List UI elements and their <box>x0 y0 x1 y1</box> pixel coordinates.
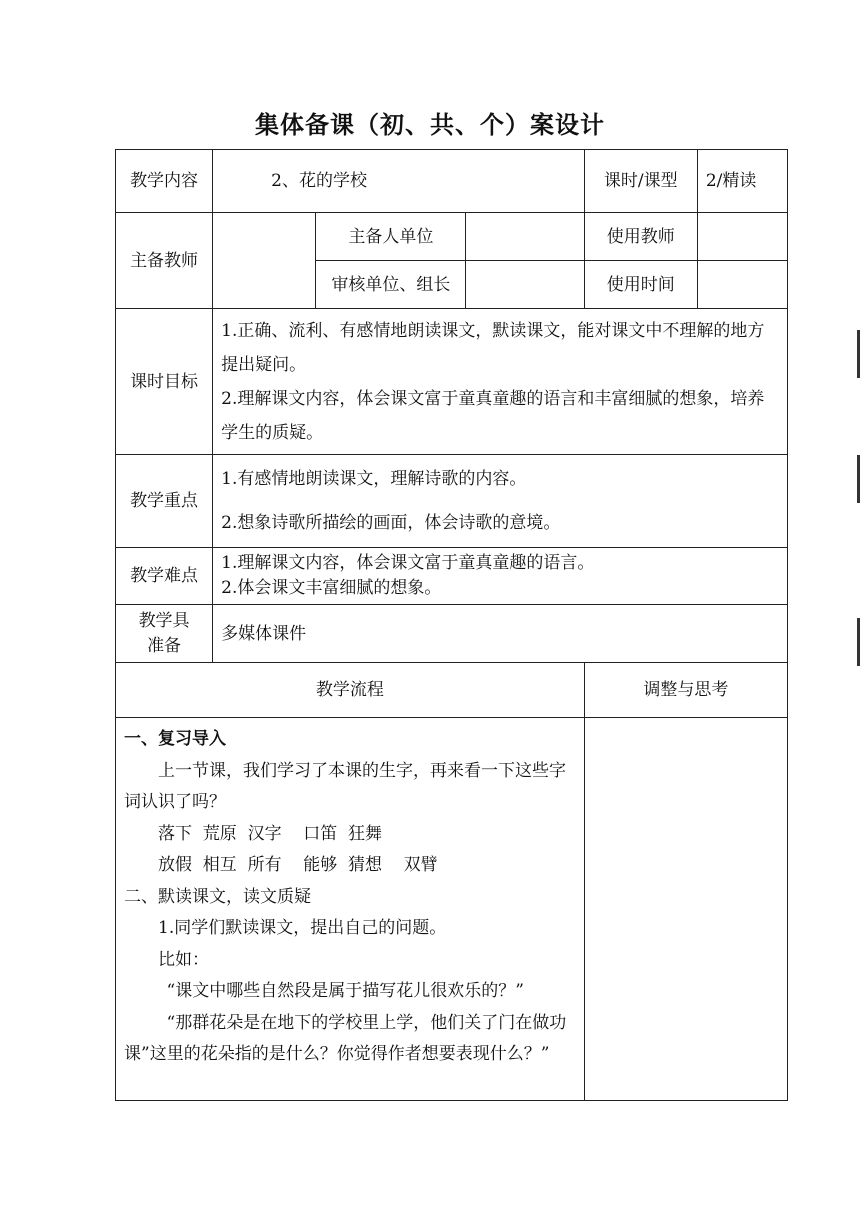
lesson-plan-table <box>115 149 788 1101</box>
difficulty-item: 1.理解课文内容，体会课文富于童真童趣的语言。 <box>221 553 595 573</box>
flow-content <box>116 718 585 1101</box>
tools-label-line2: 准备 <box>147 635 182 656</box>
difficulty-item: 2.体会课文丰富细腻的想象。 <box>221 578 442 598</box>
words-line1: 落下 荒原 汉字 口笛 狂舞 <box>158 823 383 844</box>
main-unit-label: 主备人单位 <box>316 213 466 261</box>
question-1: “课文中哪些自然段是属于描写花儿很欢乐的？” <box>166 981 524 1001</box>
main-teacher-value <box>213 213 316 309</box>
words-line2: 放假 相互 所有 能够 猜想 双臂 <box>158 855 438 875</box>
use-teacher-value <box>697 213 787 261</box>
row-difficulties <box>116 548 788 605</box>
step1-text: 1.同学们默读课文，提出自己的问题。 <box>158 918 447 938</box>
difficulties-content <box>213 548 788 605</box>
tools-label <box>116 605 213 663</box>
row-content <box>116 150 788 213</box>
tools-value: 多媒体课件 <box>213 605 788 663</box>
goal-item: 1.正确、流利、有感情地朗读课文，默读课文，能对课文中不理解的地方提出疑问。 <box>221 320 765 375</box>
main-teacher-label: 主备教师 <box>116 213 213 309</box>
tools-label-line1: 教学具 <box>138 610 190 631</box>
page-title: 集体备课（初、共、个）案设计 <box>255 110 605 139</box>
difficulties-label: 教学难点 <box>116 548 213 605</box>
period-label: 课时/课型 <box>584 150 697 213</box>
main-unit-value <box>466 213 584 261</box>
use-time-value <box>697 261 787 309</box>
review-label: 审核单位、组长 <box>316 261 466 309</box>
goals-content <box>213 309 788 455</box>
use-time-label: 使用时间 <box>584 261 697 309</box>
use-teacher-label: 使用教师 <box>584 213 697 261</box>
content-value: 2、花的学校 <box>213 150 585 213</box>
key-point-item: 1.有感情地朗读课文，理解诗歌的内容。 <box>221 469 527 489</box>
section1-text: 上一节课，我们学习了本课的生字，再来看一下这些字词认识了吗？ <box>124 760 566 812</box>
row-goals <box>116 309 788 455</box>
content-label: 教学内容 <box>116 150 213 213</box>
row-tools <box>116 605 788 663</box>
question-2: “那群花朵是在地下的学校里上学，他们关了门在做功课”这里的花朵指的是什么？你觉得作者想要表现什么？” <box>124 1012 567 1064</box>
key-points-label: 教学重点 <box>116 455 213 548</box>
key-points-content <box>213 455 788 548</box>
row-flow-body <box>116 718 788 1101</box>
period-value: 2/精读 <box>697 150 787 213</box>
flow-notes <box>584 718 787 1101</box>
goals-label: 课时目标 <box>116 309 213 455</box>
row-key-points <box>116 455 788 548</box>
flow-header-right: 调整与思考 <box>584 663 787 718</box>
flow-header-left: 教学流程 <box>116 663 585 718</box>
row-flow-header <box>116 663 788 718</box>
goal-item: 2.理解课文内容，体会课文富于童真童趣的语言和丰富细腻的想象，培养学生的质疑。 <box>221 388 765 443</box>
section1-title: 一、复习导入 <box>124 729 226 749</box>
key-point-item: 2.想象诗歌所描绘的画面，体会诗歌的意境。 <box>221 513 561 533</box>
example-label: 比如： <box>158 949 209 970</box>
section2-title: 二、默读课文，读文质疑 <box>124 886 311 907</box>
row-main-teacher <box>116 213 788 261</box>
review-value <box>466 261 584 309</box>
